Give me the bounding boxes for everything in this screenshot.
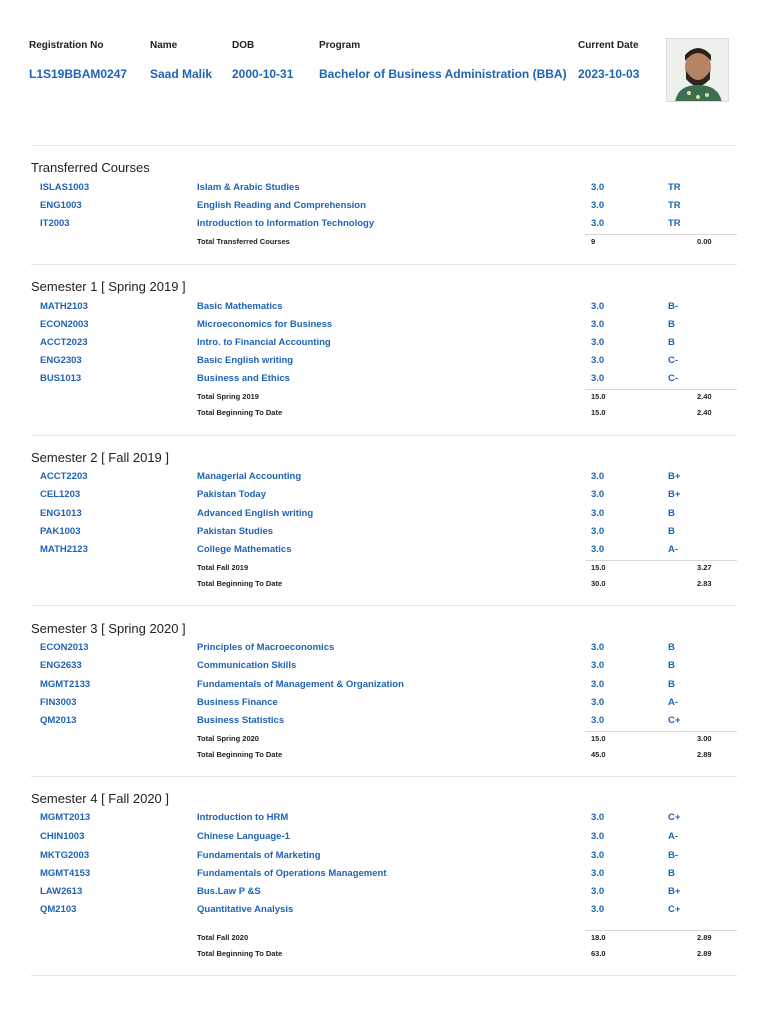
program-value: Bachelor of Business Administration (BBA) xyxy=(319,67,567,81)
course-credits: 3.0 xyxy=(591,337,605,348)
course-title: Fundamentals of Operations Management xyxy=(197,868,387,879)
course-grade: C+ xyxy=(668,812,681,823)
cumulative-label: Total Beginning To Date xyxy=(197,579,283,588)
course-credits: 3.0 xyxy=(591,301,605,312)
section-title: Transferred Courses xyxy=(31,160,150,175)
dob-label: DOB xyxy=(232,40,255,51)
course-title: Business Statistics xyxy=(197,715,285,726)
cumulative-label: Total Beginning To Date xyxy=(197,750,283,759)
divider xyxy=(31,435,737,436)
course-title: Business Finance xyxy=(197,697,278,708)
total-credits: 9 xyxy=(591,237,596,246)
course-code: ECON2013 xyxy=(40,642,89,653)
course-title: Principles of Macroeconomics xyxy=(197,642,335,653)
current-date-label: Current Date xyxy=(578,40,639,51)
course-credits: 3.0 xyxy=(591,642,605,653)
course-title: Fundamentals of Management & Organization xyxy=(197,679,404,690)
course-title: Pakistan Studies xyxy=(197,526,274,537)
course-credits: 3.0 xyxy=(591,182,605,193)
course-grade: B xyxy=(668,660,675,671)
total-row xyxy=(0,563,768,577)
total-row xyxy=(0,933,768,947)
course-grade: B+ xyxy=(668,471,681,482)
course-row xyxy=(0,319,768,337)
avatar-image xyxy=(667,39,729,102)
course-row xyxy=(0,355,768,373)
course-grade: B- xyxy=(668,301,679,312)
course-title: Business and Ethics xyxy=(197,373,290,384)
course-code: ISLAS1003 xyxy=(40,182,90,193)
course-grade: B xyxy=(668,642,675,653)
course-code: MGMT4153 xyxy=(40,868,91,879)
total-divider xyxy=(585,389,737,390)
course-title: Microeconomics for Business xyxy=(197,319,333,330)
course-code: QM2103 xyxy=(40,904,77,915)
course-row xyxy=(0,200,768,218)
section-title: Semester 1 [ Spring 2019 ] xyxy=(31,279,186,294)
course-code: MATH2123 xyxy=(40,544,88,555)
course-grade: B- xyxy=(668,850,679,861)
course-credits: 3.0 xyxy=(591,904,605,915)
course-code: CHIN1003 xyxy=(40,831,85,842)
divider xyxy=(31,975,737,976)
course-code: ACCT2023 xyxy=(40,337,88,348)
name-label: Name xyxy=(150,40,178,51)
cumulative-label: Total Beginning To Date xyxy=(197,408,283,417)
registration-value: L1S19BBAM0247 xyxy=(29,67,128,81)
course-row xyxy=(0,508,768,526)
student-header xyxy=(0,0,768,120)
course-credits: 3.0 xyxy=(591,544,605,555)
course-grade: A- xyxy=(668,697,679,708)
course-code: ECON2003 xyxy=(40,319,89,330)
course-credits: 3.0 xyxy=(591,697,605,708)
course-title: Managerial Accounting xyxy=(197,471,302,482)
course-title: Bus.Law P &S xyxy=(197,886,261,897)
course-grade: B xyxy=(668,868,675,879)
course-row xyxy=(0,831,768,849)
cumulative-row xyxy=(0,579,768,593)
course-credits: 3.0 xyxy=(591,868,605,879)
course-grade: C- xyxy=(668,373,679,384)
current-date-value: 2023-10-03 xyxy=(578,67,640,81)
name-value: Saad Malik xyxy=(150,67,213,81)
total-divider xyxy=(585,234,737,235)
course-code: LAW2613 xyxy=(40,886,83,897)
course-title: Pakistan Today xyxy=(197,489,266,500)
course-title: Introduction to Information Technology xyxy=(197,218,375,229)
cumulative-row xyxy=(0,949,768,963)
course-code: IT2003 xyxy=(40,218,70,229)
total-row xyxy=(0,392,768,406)
total-label: Total Fall 2019 xyxy=(197,563,249,572)
course-grade: A- xyxy=(668,831,679,842)
divider xyxy=(31,776,737,777)
total-label: Total Transferred Courses xyxy=(197,237,290,246)
section-title: Semester 3 [ Spring 2020 ] xyxy=(31,621,186,636)
course-title: Fundamentals of Marketing xyxy=(197,850,321,861)
course-grade: B+ xyxy=(668,886,681,897)
divider xyxy=(31,145,737,146)
course-code: ENG2633 xyxy=(40,660,82,671)
section-title: Semester 4 [ Fall 2020 ] xyxy=(31,791,170,806)
total-row xyxy=(0,237,768,251)
course-code: MKTG2003 xyxy=(40,850,90,861)
total-divider xyxy=(585,930,737,931)
course-grade: TR xyxy=(668,200,681,211)
total-credits: 15.0 xyxy=(591,392,606,401)
total-credits: 15.0 xyxy=(591,563,606,572)
course-credits: 3.0 xyxy=(591,831,605,842)
course-credits: 3.0 xyxy=(591,660,605,671)
course-title: Quantitative Analysis xyxy=(197,904,294,915)
course-code: BUS1013 xyxy=(40,373,82,384)
course-credits: 3.0 xyxy=(591,850,605,861)
dob-value: 2000-10-31 xyxy=(232,67,294,81)
course-grade: B xyxy=(668,508,675,519)
cumulative-gpa: 2.89 xyxy=(697,750,712,759)
cumulative-credits: 63.0 xyxy=(591,949,606,958)
cumulative-row xyxy=(0,408,768,422)
course-title: Basic Mathematics xyxy=(197,301,283,312)
cumulative-credits: 30.0 xyxy=(591,579,606,588)
course-row xyxy=(0,812,768,830)
course-credits: 3.0 xyxy=(591,200,605,211)
course-title: Intro. to Financial Accounting xyxy=(197,337,331,348)
course-row xyxy=(0,337,768,355)
cumulative-gpa: 2.89 xyxy=(697,949,712,958)
course-row xyxy=(0,301,768,319)
course-title: Introduction to HRM xyxy=(197,812,289,823)
total-credits: 15.0 xyxy=(591,734,606,743)
total-credits: 18.0 xyxy=(591,933,606,942)
course-credits: 3.0 xyxy=(591,679,605,690)
student-photo xyxy=(666,38,729,102)
total-gpa: 2.89 xyxy=(697,933,712,942)
course-credits: 3.0 xyxy=(591,526,605,537)
course-grade: B+ xyxy=(668,489,681,500)
course-credits: 3.0 xyxy=(591,508,605,519)
course-credits: 3.0 xyxy=(591,886,605,897)
course-title: Chinese Language-1 xyxy=(197,831,290,842)
course-row xyxy=(0,868,768,886)
course-title: Communication Skills xyxy=(197,660,297,671)
total-row xyxy=(0,734,768,748)
divider xyxy=(31,264,737,265)
course-credits: 3.0 xyxy=(591,471,605,482)
course-title: Islam & Arabic Studies xyxy=(197,182,300,193)
course-credits: 3.0 xyxy=(591,489,605,500)
course-row xyxy=(0,679,768,697)
course-row xyxy=(0,904,768,922)
course-grade: A- xyxy=(668,544,679,555)
total-divider xyxy=(585,731,737,732)
course-title: College Mathematics xyxy=(197,544,292,555)
program-label: Program xyxy=(319,40,361,51)
course-row xyxy=(0,850,768,868)
course-title: Basic English writing xyxy=(197,355,294,366)
course-grade: C+ xyxy=(668,904,681,915)
cumulative-label: Total Beginning To Date xyxy=(197,949,283,958)
course-grade: TR xyxy=(668,218,681,229)
course-code: MGMT2133 xyxy=(40,679,91,690)
course-code: ENG1013 xyxy=(40,508,82,519)
course-grade: B xyxy=(668,679,675,690)
course-row xyxy=(0,182,768,200)
course-title: English Reading and Comprehension xyxy=(197,200,366,211)
course-row xyxy=(0,642,768,660)
course-code: QM2013 xyxy=(40,715,77,726)
course-row xyxy=(0,697,768,715)
registration-label: Registration No xyxy=(29,40,104,51)
course-code: ACCT2203 xyxy=(40,471,88,482)
cumulative-credits: 45.0 xyxy=(591,750,606,759)
course-credits: 3.0 xyxy=(591,373,605,384)
cumulative-gpa: 2.40 xyxy=(697,408,712,417)
total-gpa: 3.27 xyxy=(697,563,712,572)
course-credits: 3.0 xyxy=(591,319,605,330)
course-credits: 3.0 xyxy=(591,218,605,229)
cumulative-row xyxy=(0,750,768,764)
cumulative-credits: 15.0 xyxy=(591,408,606,417)
course-credits: 3.0 xyxy=(591,812,605,823)
course-code: CEL1203 xyxy=(40,489,81,500)
course-row xyxy=(0,886,768,904)
section-title: Semester 2 [ Fall 2019 ] xyxy=(31,450,170,465)
course-code: MATH2103 xyxy=(40,301,88,312)
course-grade: B xyxy=(668,526,675,537)
course-grade: B xyxy=(668,337,675,348)
course-code: PAK1003 xyxy=(40,526,81,537)
course-code: ENG1003 xyxy=(40,200,82,211)
course-row xyxy=(0,526,768,544)
course-code: FIN3003 xyxy=(40,697,77,708)
course-code: MGMT2013 xyxy=(40,812,91,823)
course-row xyxy=(0,660,768,678)
total-label: Total Spring 2020 xyxy=(197,734,259,743)
course-grade: C+ xyxy=(668,715,681,726)
course-grade: C- xyxy=(668,355,679,366)
course-credits: 3.0 xyxy=(591,355,605,366)
total-gpa: 0.00 xyxy=(697,237,712,246)
total-label: Total Fall 2020 xyxy=(197,933,249,942)
total-gpa: 2.40 xyxy=(697,392,712,401)
course-credits: 3.0 xyxy=(591,715,605,726)
total-divider xyxy=(585,560,737,561)
course-row xyxy=(0,471,768,489)
course-code: ENG2303 xyxy=(40,355,82,366)
course-row xyxy=(0,489,768,507)
course-grade: TR xyxy=(668,182,681,193)
cumulative-gpa: 2.83 xyxy=(697,579,712,588)
course-grade: B xyxy=(668,319,675,330)
divider xyxy=(31,605,737,606)
course-title: Advanced English writing xyxy=(197,508,314,519)
total-gpa: 3.00 xyxy=(697,734,712,743)
total-label: Total Spring 2019 xyxy=(197,392,259,401)
